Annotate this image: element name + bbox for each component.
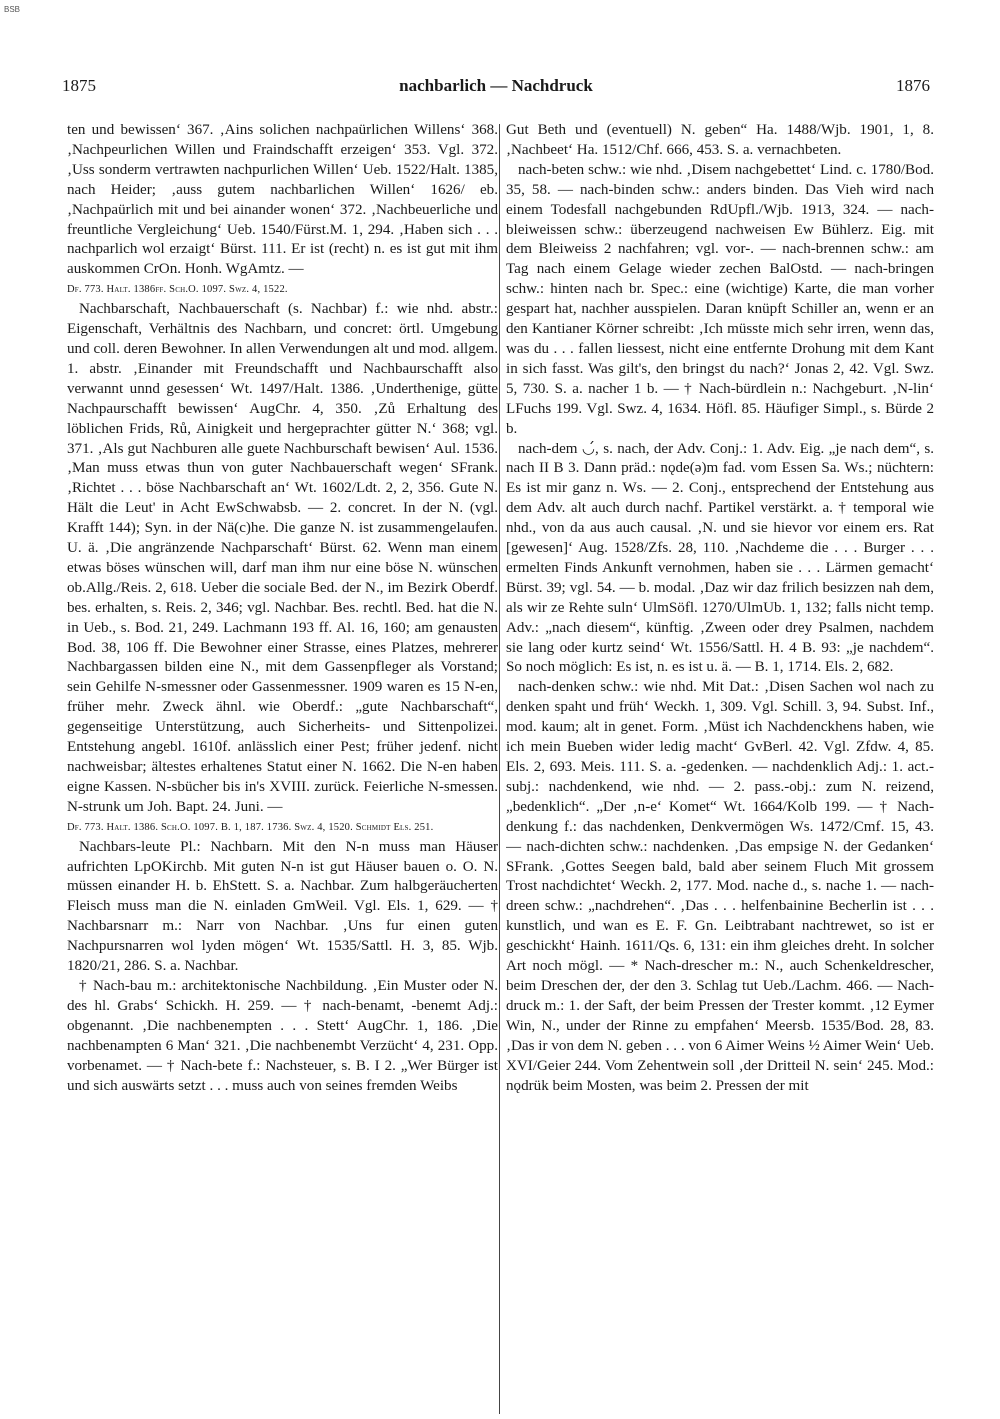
page-number-left: 1875	[62, 76, 96, 95]
entry-continuation: ten und bewissen‘ 367. ‚Ains solichen nachpaürlichen Willens‘ 368. ‚Nachpeurlichen Willen und Fraindschafft erzeigen‘ 353. Vgl. 372. ‚Uss sonderm vertrawten nachpurlichen Willen‘ Ueb. 1522/Halt. 1385, nach Heider; ‚auss gutem nachbarlichen Willen‘ 1626/ eb. ‚Nachpaürlich mit und bei ainander wonen‘ 372. ‚Nachbeuerliche und freuntliche Vergleichung‘ Ueb. 1540/Fürst.M. 1, 294. ‚Haben sich . . . nachparlich wol erzaigt‘ Bürst. 111. Er ist (recht) n. es ist gut mit ihm auskommen CrOn. Honh. WgAmtz. —	[67, 122, 498, 278]
entry-nachbarschaft: Nachbarschaft, Nachbauerschaft (s. Nachbar) f.: wie nhd. abstr.: Eigenschaft, Verhältnis des Nachbarn, und concret: örtl. Umgebung und coll. deren Bewohner. In allen Verwendungen alt und mod. allgem. 1. abstr. ‚Einander mit Freundschafft und Nachbaurschafft also verwannt unnd gesessen‘ Wt. 1497/Halt. 1386. ‚Underthenige, gütte Nachpaurschafft bewissen‘ AugChr. 4, 350. ‚Zů Erhaltung des löblichen Frids, Rů, Ainigkeit und hergeprachter gütter N.‘ 368; vgl. 371. ‚Als gut Nachburen alle guete Nachburschaft bewisen‘ Aul. 1536. ‚Man muss etwas thun von guter Nachbauerschaft wegen‘ SFrank. ‚Richtet . . . böse Nachbarschaft an‘ Wt. 1602/Ldt. 2, 2, 356. Gute N. Hält die Leut' in Acht EwSchwabsb. — 2. concret. In der N. (vgl. Krafft 144); Syn. in der Nä(c)he. Die ganze N. ist zusammengelaufen. U. ä. ‚Die angränzende Nachparschaft‘ Bürst. 62. Wenn man einem etwas böses wünschen will, darf man ihm nur eine böse N. wünschen ob.Allg./Reis. 2, 618. Ueber die sociale Bed. der N., im Bezirk Oberdf. bes. erhalten, s. Reis. 2, 346; vgl. Nachbar. Bes. rechtl. Bed. hat die N. in Ueb., s. Bod. 21, 249. Lachmann 193 ff. Al. 16, 160; am genausten Bod. 38, 106 ff. Die Bewohner einer Strasse, eines Platzes, mehrerer Nachbargassen bilden eine N., mit dem Gassenpfleger als Vorstand; sein Gehilfe N-smessner oder Gassenmessner. 1909 waren es 15 N-en, früher mehr. Zweck ähnl. wie Oberdf.: „gute Nachbarschaft“, gegenseitige Unterstützung, auch Sicherheits- und Sittenpolizei. Entstehung angebl. 1610f. anlässlich einer Pest; früher jedenf. nicht nachweisbar; ältestes erhaltenes Statut einer N. 1662. Die N-en haben eigne Kassen. N-sbücher bis in's XVIII. zurück. Feierliche N-smessen. N-strunk um Joh. Bapt. 24. Juni. —	[67, 301, 498, 815]
source-references: Df. 773. Halt. 1386. Sch.O. 1097. B. 1, 187. 1736. Swz. 4, 1520. Schmidt Els. 251.	[67, 821, 434, 833]
left-column	[67, 121, 498, 1416]
entry-nach-beten: nach-beten schw.: wie nhd. ‚Disem nachgebettet‘ Lind. c. 1780/Bod. 35, 58. — nach-binden schw.: anders binden. Das Vieh wird nach einem Todesfall nachgebunden RdUpfl./Wjb. 1913, 324. — nach-bleiweissen schw.: überzeugend nachweisen Ew Bühlerz. Eig. mit dem Bleiweiss 2 nachfahren; vgl. vor-. — nach-brennen schw.: am Tag nach einem Gelage wieder zechen BalOstd. — nach-bringen schw.: hinten nach br. Spec.: eine (wichtige) Karte, die man vorher gespart hat, nachher ausspielen. Daran knüpft Schiller an, wenn er an den Kantianer Körner schreibt: ‚Ich müsste mich sehr irren, wenn das, was du . . . fallen liessest, nicht eine entfernte Drohung mit dem Kant in sich fasst. Was gilt's, den bringst du nach?‘ Jonas 2, 42. Vgl. Swz. 5, 730. S. a. nacher 1 b. — † Nach-bürdlein n.: Nachgeburt. ‚N-lin‘ LFuchs 199. Vgl. Swz. 4, 1634. Höfl. 85. Häufiger Simpl., s. Bürde 2 b.	[506, 161, 934, 437]
entry-nachbars-leute: Nachbars-leute Pl.: Nachbarn. Mit den N-n muss man Häuser aufrichten LpOKirchb. Mit guten N-n ist gut Häuser bauen o. O. N. müssen einander H. b. EhStett. S. a. Nachbar. Zum halbgeräucherten Fleisch muss man die N. einladen GmWeil. Vgl. Els. 1, 629. — † Nachbarsnarr m.: Narr von Nachbar. ‚Uns fur einen guten Nachpursnarren wol lyden mögen‘ Wt. 1535/Sattl. H. 3, 85. Wjb. 1820/21, 286. S. a. Nachbar.	[67, 838, 498, 975]
entry-nach-dem: nach-dem ◡́, s. nach, der Adv. Conj.: 1. Adv. Eig. „je nach dem“, s. nach II B 3. Dann präd.: nǫde(ə)m fad. vom Essen Sa. Ws.; nüchtern: Es ist mir ganz n. Ws. — 2. Conj., entsprechend der Entstehung aus dem Adv. alt auch durch nachf. Partikel verstärkt. a. † temporal wie nhd., von da aus auch causal. ‚N. und sie hievor vor einem ers. Rat [gewesen]‘ Aug. 1528/Zfs. 28, 110. ‚Nachdeme die . . . Burger . . . ermelten Finds Ankunft vernohmen, haben sie . . . Lärmen gemacht‘ Bürst. 39; vgl. 54. — b. modal. ‚Daz wir daz frilich besizzen nah dem, als wir ze Rehte suln‘ UlmSöfl. 1270/UlmUb. 1, 132; falls nicht temp. Adv.: „nach diesem“, künftig. ‚Zween oder drey Psalmen, nachdem sie lang oder kurtz seind‘ Wt. 1556/Sattl. H. 4 B. 93: „je nachdem“. So noch möglich: Es ist, n. es ist u. ä. — B. 1, 1714. Els. 2, 682.	[506, 440, 934, 676]
running-title: nachbarlich — Nachdruck	[399, 76, 593, 95]
entry-continuation: Gut Beth und (eventuell) N. geben“ Ha. 1488/Wjb. 1901, 1, 8. ‚Nachbeet‘ Ha. 1512/Chf. 666, 453. S. a. vernachbeten.	[506, 122, 934, 158]
source-references: Df. 773. Halt. 1386ff. Sch.O. 1097. Swz. 4, 1522.	[67, 284, 288, 296]
entry-nach-denken: nach-denken schw.: wie nhd. Mit Dat.: ‚Disen Sachen wol nach zu denken spaht und früh‘ Weckh. 1, 309. Vgl. Schill. 3, 94. Subst. Inf., mod. kaum; alt in genet. Form. ‚Müst ich Nachdenckhens haben, wie ich mein Bueben wider ledig macht‘ GvBerl. 42. Vgl. Zfdw. 4, 85. Els. 2, 693. Meis. 111. S. a. -gedenken. — nachdenklich Adj.: 1. act.-subj.: nachdenkend, wie nhd. — 2. pass.-obj.: zum N. reizend, „bedenklich“. „Der ‚n-e‘ Komet“ Wt. 1664/Kolb 199. — † Nach-denkung f.: das nachdenken, Denkvermögen Ws. 1472/Cmf. 15, 43. — nach-dichten schw.: nachdenken. ‚Das empsige N. der Gedanken‘ SFrank. ‚Gottes Seegen bald, bald aber seinem Fluch Mit grossem Trost nachdichtet‘ Weckh. 2, 177. Mod. nache d., s. nache 1. — nach-dreen schw.: „nachdrehen“. ‚Das . . . helfenbainine Becherlin ist . . . kunstlich, und wan es E. F. Gn. Leibtrabant nachtrewet, so ist er geschickht‘ Hainh. 1611/Qs. 6, 131: ein ihm gleiches dreht. In solcher Art noch mögl. — * Nach-drescher m.: N., auch Schenkeldrescher, beim Dreschen der, der den 3. Schlag tut Ueb./Lachm. 466. — Nach-druck m.: 1. der Saft, der beim Pressen der Trester kommt. ‚12 Eymer Win, N., under der Rinne zu empfahen‘ Meersb. 1535/Bod. 28, 83. ‚Das ir von dem N. geben . . . von 6 Aimer Weins ½ Aimer Wein‘ Ueb. XVI/Geier 244. Vom Zehentwein soll ‚der Dritteil N. sein‘ 245. Mod.: nǫdrük beim Mosten, was beim 2. Pressen der mit	[506, 679, 934, 1094]
page-number-right: 1876	[896, 76, 930, 95]
page-header	[62, 76, 930, 98]
entry-nach-bau: † Nach-bau m.: architektonische Nachbildung. ‚Ein Muster oder N. des hl. Grabs‘ Schickh. H. 259. — † nach-benamt, -benemt Adj.: obgenannt. ‚Die nachbenempten . . . Stett‘ AugChr. 1, 186. ‚Die nachbenampten 6 Man‘ 321. ‚Die nachbenembt Verzücht‘ 4, 231. Opp. vorbenamet. — † Nach-bete f.: Nachsteuer, s. B. I 2. „Wer Bürger ist und sich auswärts setzt . . . muss auch von seines fremden Weibs	[67, 977, 498, 1094]
library-stamp: BSB	[4, 5, 21, 14]
column-divider	[499, 124, 500, 1414]
right-column	[506, 121, 934, 1416]
